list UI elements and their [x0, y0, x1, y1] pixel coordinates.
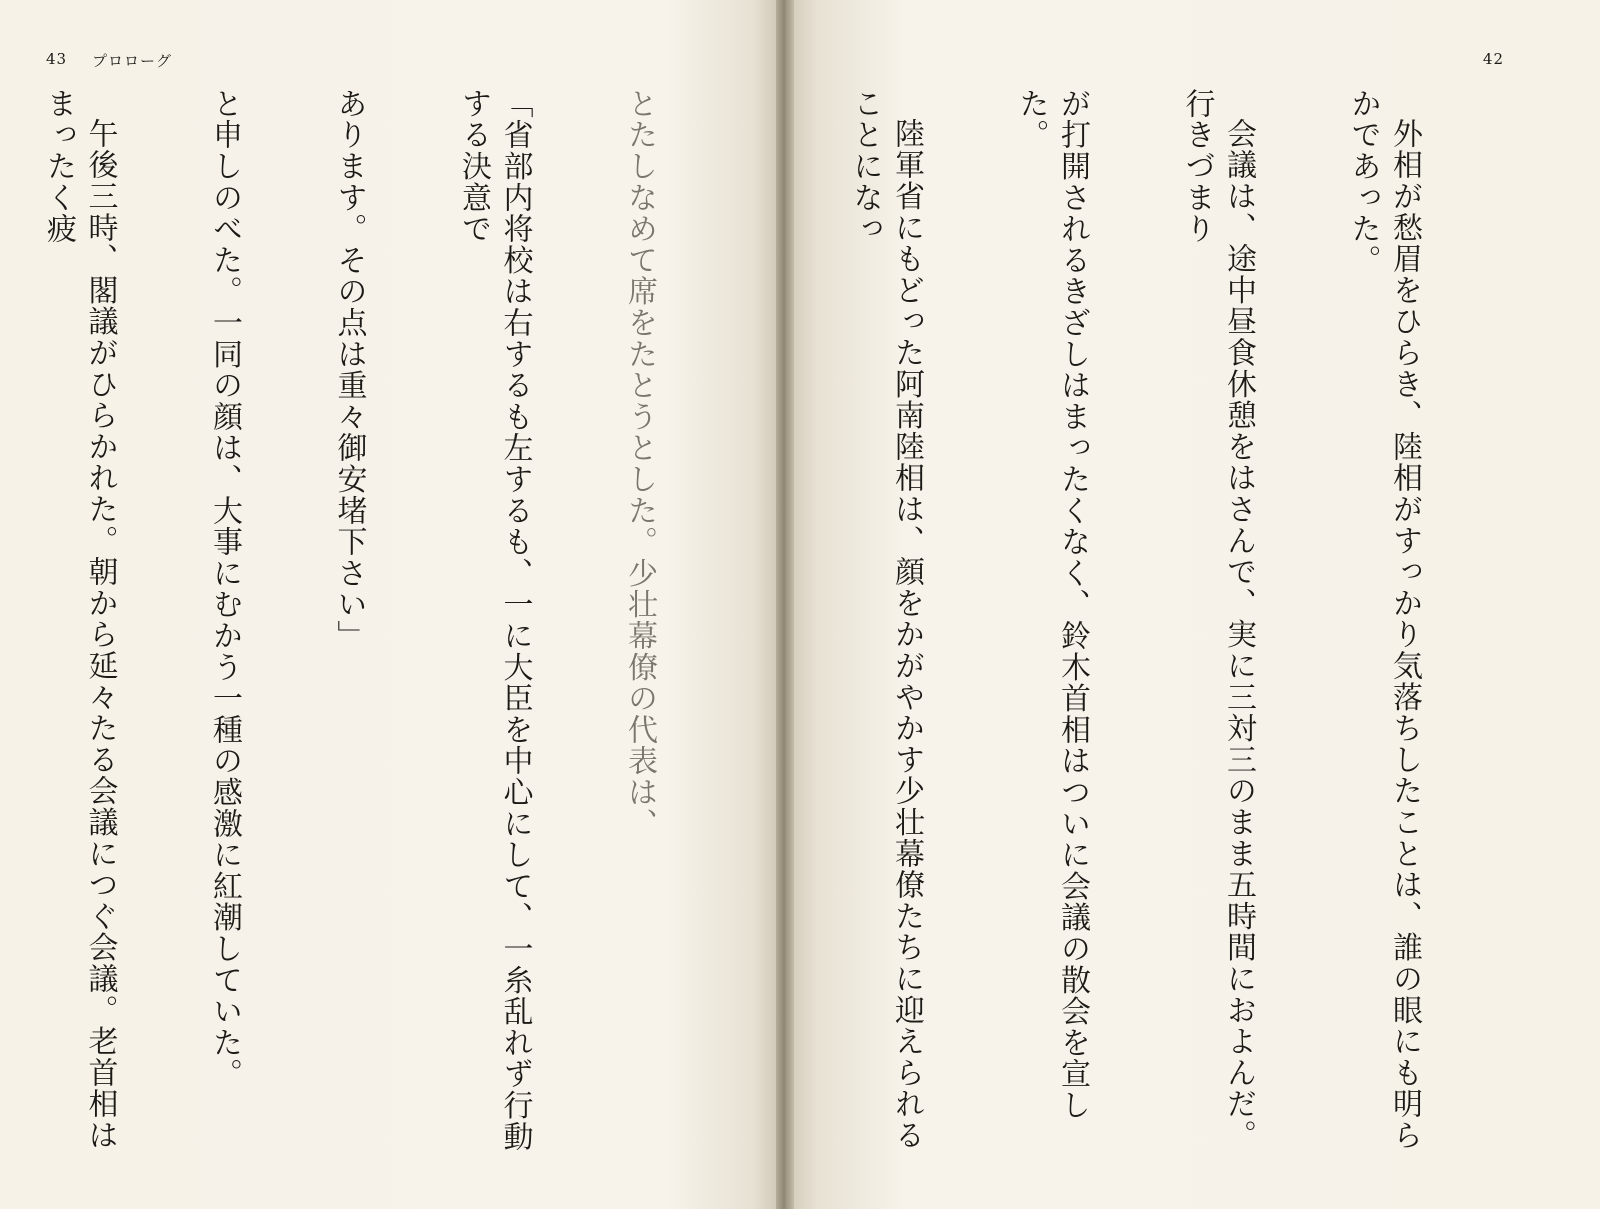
text-column: と申しのべた。一同の顔は、大事にむかう一種の感激に紅潮していた。: [207, 88, 242, 1090]
text-column: 午後三時、閣議がひらかれた。朝から延々たる会議につぐ会議。老首相はまったく疲: [41, 88, 118, 1151]
page-number: 43: [46, 50, 68, 68]
book-gutter: [776, 0, 794, 1209]
text-column: 外相が愁眉をひらき、陸相がすっかり気落ちしたことは、誰の眼にも明らかであった。: [1345, 88, 1422, 1151]
page-number: 42: [1482, 50, 1504, 68]
running-head: プロローグ: [92, 52, 173, 70]
text-column: とたしなめて席をたとうとした。少壮幕僚の代表は、: [622, 88, 657, 840]
body-text: [43, 88, 743, 1178]
text-column: が打開されるきざしはまったくなく、鈴木首相はついに会議の散会を宣した。: [1013, 88, 1090, 1121]
text-column: 陸軍省にもどった阿南陸相は、顔をかがやかす少壮幕僚たちに迎えられることになっ: [847, 88, 924, 1151]
text-column: 「省部内将校は右するも左するも、一に大臣を中心にして、一糸乱れず行動する決意で: [456, 88, 533, 1153]
right-page: [785, 0, 1600, 1209]
text-column: 会議は、途中昼食休憩をはさんで、実に三対三のまま五時間におよんだ。行きづまり: [1179, 88, 1256, 1151]
body-text: [808, 88, 1508, 1178]
left-page: [0, 0, 785, 1209]
text-column: あります。その点は重々御安堵下さい」: [331, 88, 367, 652]
